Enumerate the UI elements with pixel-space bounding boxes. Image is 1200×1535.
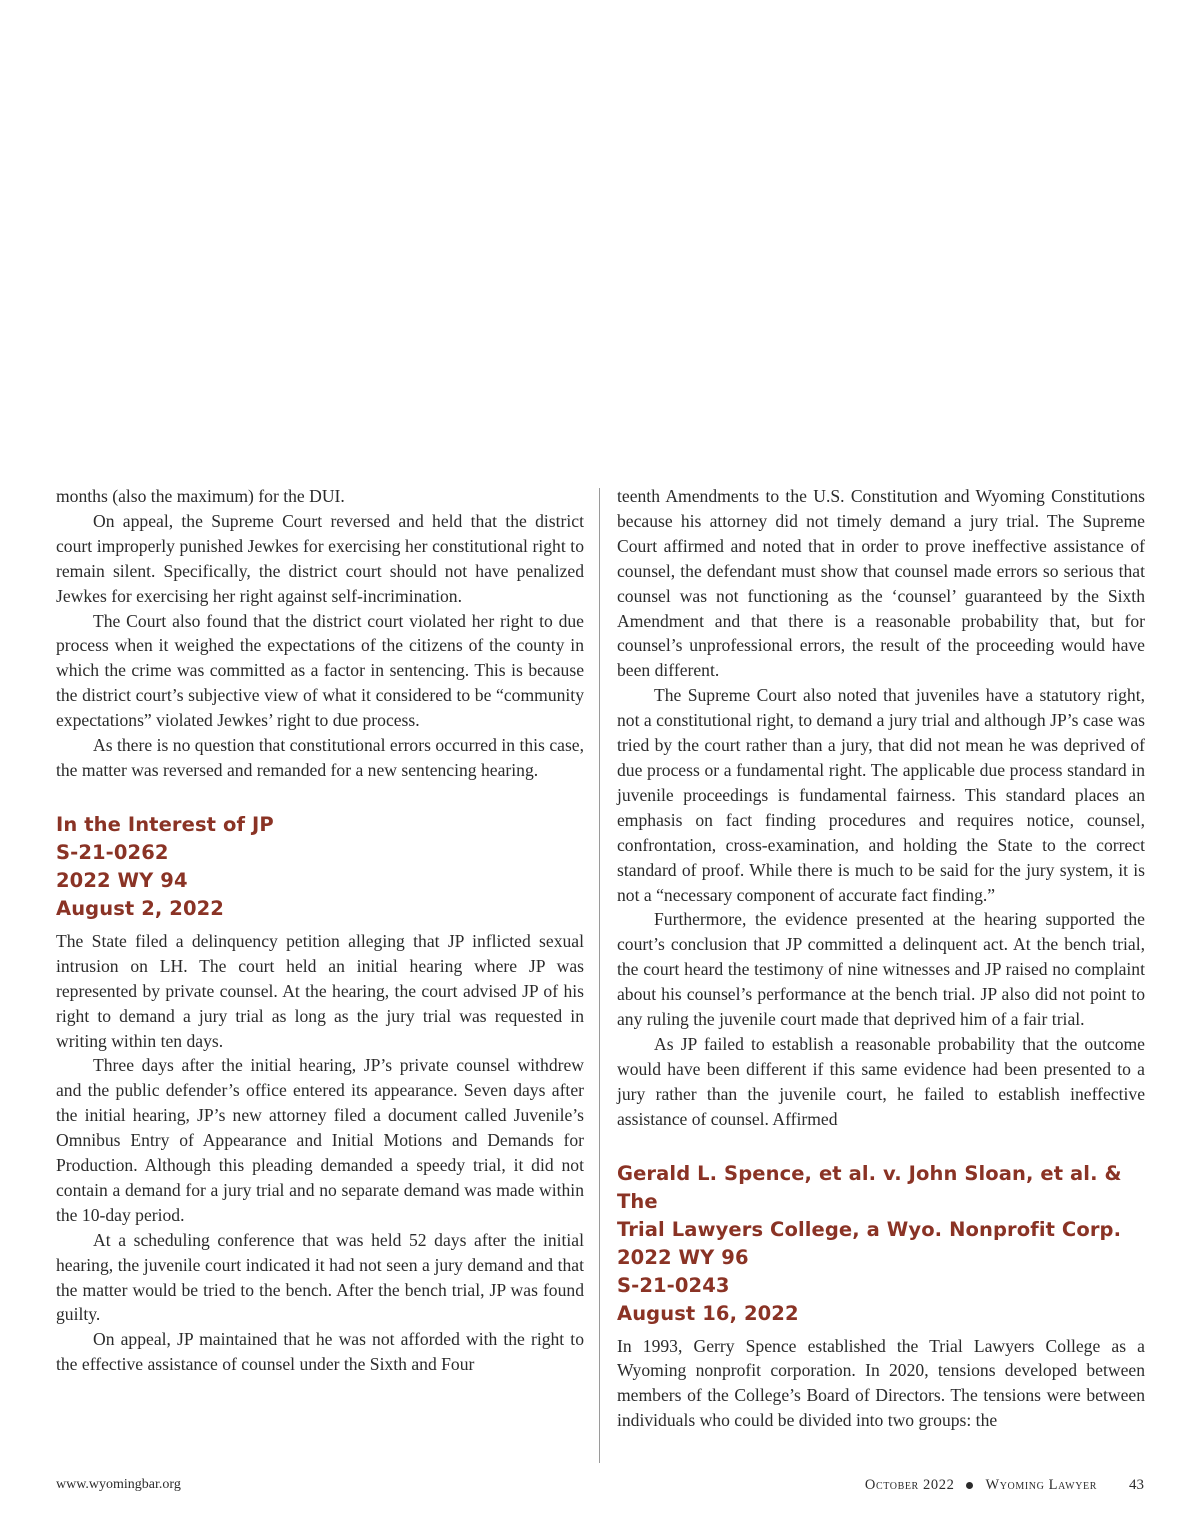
body-paragraph: Three days after the initial hearing, JP’s private counsel withdrew and the public defender’s office entered its appearance. Seven days after the initial hearing, JP’s new attorney filed a document called Juvenile’s Omnibus Entry of Appearance and Initial Motions and Demands for Production. Although this pleading demanded a speedy trial, it did not contain a demand for a jury trial and no separate demand was made within the 10-day period. xyxy=(56,1055,584,1225)
body-paragraph: The Supreme Court also noted that juveniles have a statutory right, not a constitutional right, to demand a jury trial and although JP’s case was tried by the court rather than a jury, that did not mean he was deprived of due process or a fundamental right. The applicable due process standard in juvenile proceedings is fundamental fairness. This standard places an emphasis on fact finding procedures and requires notice, counsel, confrontation, cross-examination, and holding the State to the correct standard of proof. While there is much to be said for the jury system, it is not a “necessary component of accurate fact finding.” xyxy=(617,685,1145,905)
case-citation: 2022 WY 94 xyxy=(56,868,188,892)
body-paragraph: As JP failed to establish a reasonable probability that the outcome would have been different if this same evidence had been presented to a jury rather than the juvenile court, he failed to establish ineffective assistance of counsel. Affirmed xyxy=(617,1033,1145,1129)
publication-name: Wyoming Lawyer xyxy=(985,1477,1097,1493)
column-divider xyxy=(599,488,600,1463)
footer-right xyxy=(865,1477,1144,1494)
issue-date: October 2022 xyxy=(864,1477,955,1493)
case-docket: S-21-0262 xyxy=(56,840,169,864)
body-paragraph: On appeal, the Supreme Court reversed and held that the district court improperly punished Jewkes for exercising her constitutional right to remain silent. Specifically, the district court should not have penalized Jewkes for exercising her right against self-incrimination. xyxy=(56,510,584,606)
body-paragraph: On appeal, JP maintained that he was not afforded with the right to the effective assistance of counsel under the Sixth and Four xyxy=(56,1329,584,1375)
page-footer xyxy=(56,1477,1144,1499)
case-title-line1: Gerald L. Spence, et al. v. John Sloan, et al. & The xyxy=(617,1161,1122,1213)
case-citation: 2022 WY 96 xyxy=(617,1245,749,1269)
body-paragraph: The Court also found that the district court violated her right to due process when it weighed the expectations of the citizens of the county in which the crime was committed as a factor in sentencing. This is because the district court’s subjective view of what it considered to be “community expectations” violated Jewkes’ right to due process. xyxy=(56,610,584,731)
page-number: 43 xyxy=(1129,1477,1144,1493)
continuation-text: teenth Amendments to the U.S. Constitution and Wyoming Constitutions because his attorney did not timely demand a jury trial. The Supreme Court affirmed and noted that in order to prove ineffective assistance of counsel, the defendant must show that counsel made errors so serious that counsel was not functioning as the ‘counsel’ guaranteed by the Sixth Amendment and that there is a reasonable probability that, but for counsel’s unprofessional errors, the result of the proceeding would have been different. xyxy=(617,486,1145,681)
body-paragraph: At a scheduling conference that was held 52 days after the initial hearing, the juvenile court indicated it had not seen a jury demand and that the matter would be tried to the bench. After the bench trial, JP was found guilty. xyxy=(56,1229,584,1325)
body-paragraph: As there is no question that constitutional errors occurred in this case, the matter was reversed and remanded for a new sentencing hearing. xyxy=(56,735,584,780)
case-heading-spence xyxy=(617,1160,1145,1328)
bullet-icon xyxy=(966,1482,973,1489)
case-heading-jp xyxy=(56,811,584,923)
right-column xyxy=(617,484,1145,1433)
intro-text: months (also the maximum) for the DUI. xyxy=(56,486,345,506)
body-paragraph: In 1993, Gerry Spence established the Trial Lawyers College as a Wyoming nonprofit corporation. In 2020, tensions developed between members of the College’s Board of Directors. The tensions were between individuals who could be divided into two groups: the xyxy=(617,1335,1145,1431)
website-link[interactable]: www.wyomingbar.org xyxy=(56,1477,181,1492)
case-title: In the Interest of JP xyxy=(56,812,274,836)
case-title-line2: Trial Lawyers College, a Wyo. Nonprofit Corp. xyxy=(617,1217,1122,1241)
body-paragraph: The State filed a delinquency petition alleging that JP inflicted sexual intrusion on LH. The court held an initial hearing where JP was represented by private counsel. At the hearing, the court advised JP of his right to demand a jury trial as long as the jury trial was requested in writing within ten days. xyxy=(56,930,584,1051)
case-date: August 2, 2022 xyxy=(56,896,224,920)
case-date: August 16, 2022 xyxy=(617,1301,799,1325)
body-paragraph: Furthermore, the evidence presented at the hearing supported the court’s conclusion that JP committed a delinquent act. At the bench trial, the court heard the testimony of nine witnesses and JP raised no complaint about his counsel’s performance at the bench trial. JP also did not point to any ruling the juvenile court made that deprived him of a fair trial. xyxy=(617,909,1145,1030)
left-column xyxy=(56,484,584,1377)
case-docket: S-21-0243 xyxy=(617,1273,730,1297)
